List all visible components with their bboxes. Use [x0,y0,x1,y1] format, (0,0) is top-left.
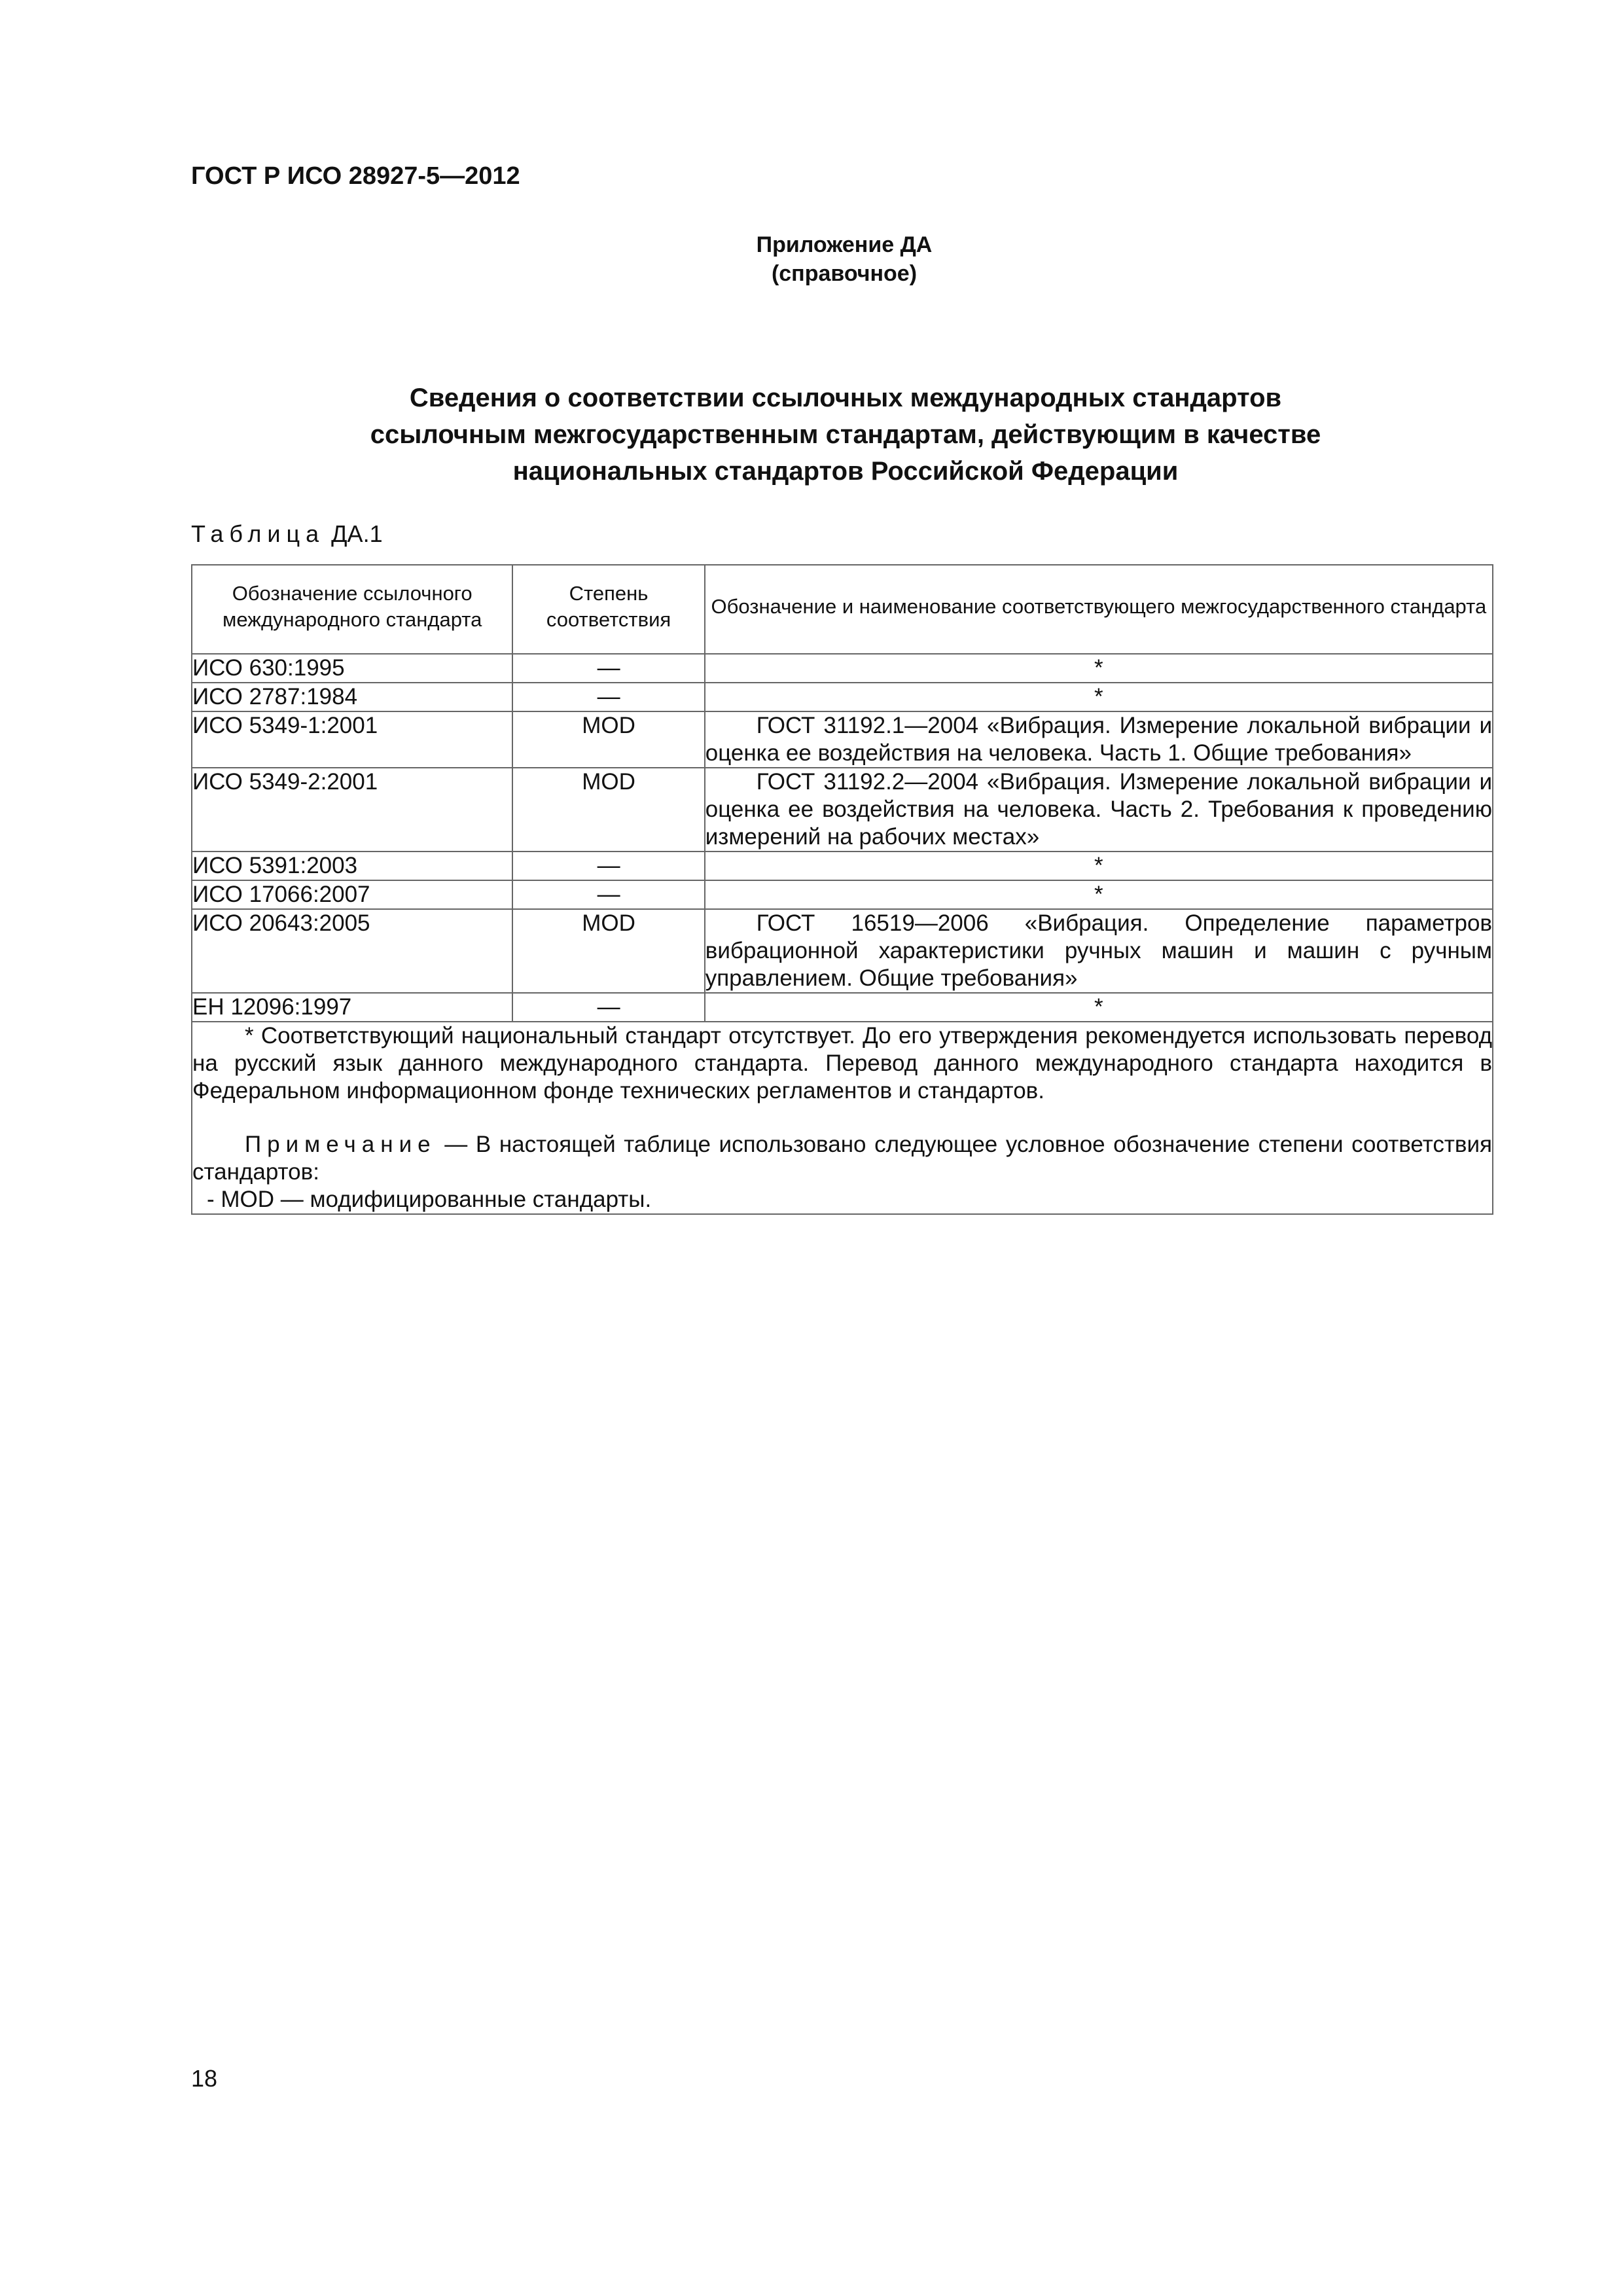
footnote-text: * Соответствующий национальный стандарт отсутствует. До его утверждения рекомендуется использовать перевод на русский язык данного международного стандарта. Перевод данного международного стандарта находится в Федеральном информационном фонде технических регламентов и стандартов. [192,1023,1492,1103]
note-list-item: - MOD — модифицированные стандарты. [207,1187,652,1212]
table-label [191,520,383,548]
table-row [192,880,1493,909]
national-standard: * [705,880,1493,909]
degree: MOD [512,909,704,993]
degree: MOD [512,711,704,768]
degree: — [512,993,704,1022]
national-standard [705,711,1493,768]
title-line: Сведения о соответствии ссылочных международных стандартов [409,384,1282,412]
national-standard: * [705,683,1493,711]
note-label: Примечание [245,1132,437,1157]
ref-standard: ИСО 630:1995 [192,654,512,683]
table-label-id: ДА.1 [331,520,383,547]
ref-standard: ИСО 5349-1:2001 [192,711,512,768]
header-separator [192,648,1493,654]
degree: — [512,654,704,683]
table-row [192,711,1493,768]
national-standard-text: ГОСТ 31192.2—2004 «Вибрация. Измерение локальной вибрации и оценка ее воздействия на человека. Часть 2. Требования к проведению измерений на рабочих местах» [705,769,1492,850]
national-standard-text: ГОСТ 16519—2006 «Вибрация. Определение параметров вибрационной характеристики ручных машин и машин с ручным управлением. Общие требования» [705,910,1492,991]
national-standard [705,768,1493,852]
appendix-heading [0,230,1623,288]
national-standard: * [705,993,1493,1022]
document-code: ГОСТ Р ИСО 28927-5—2012 [191,162,520,190]
footnote [192,1022,1492,1105]
ref-standard: ЕН 12096:1997 [192,993,512,1022]
table-row [192,993,1493,1022]
table-footnotes [192,1022,1493,1214]
national-standard [705,909,1493,993]
degree: — [512,852,704,880]
table-row [192,654,1493,683]
section-title [191,380,1500,490]
table-label-word: Таблица [191,520,325,547]
table-row [192,909,1493,993]
ref-standard: ИСО 5349-2:2001 [192,768,512,852]
ref-standard: ИСО 2787:1984 [192,683,512,711]
ref-standard: ИСО 5391:2003 [192,852,512,880]
title-line: ссылочным межгосударственным стандартам, действующим в качестве [370,420,1321,449]
national-standard: * [705,654,1493,683]
ref-standard: ИСО 20643:2005 [192,909,512,993]
degree: — [512,880,704,909]
degree: — [512,683,704,711]
national-standard-text: ГОСТ 31192.1—2004 «Вибрация. Измерение локальной вибрации и оценка ее воздействия на человека. Часть 1. Общие требования» [705,713,1492,766]
table-row [192,683,1493,711]
table-header-row [192,565,1493,648]
correspondence-table [191,564,1493,1215]
degree: MOD [512,768,704,852]
header-degree: Степень соответствия [512,565,704,648]
note-text: — В настоящей таблице использовано следующее условное обозначение степени соответствия стандартов: [192,1132,1492,1185]
table-row [192,768,1493,852]
appendix-subtitle: (справочное) [771,261,918,286]
table-footer-row [192,1022,1493,1214]
page-number: 18 [191,2065,218,2092]
appendix-title: Приложение ДА [756,232,933,257]
ref-standard: ИСО 17066:2007 [192,880,512,909]
header-national-standard: Обозначение и наименование соответствующего межгосударственного стандарта [705,565,1493,648]
national-standard: * [705,852,1493,880]
table-row [192,852,1493,880]
header-international-standard: Обозначение ссылочного международного стандарта [192,565,512,648]
title-line: национальных стандартов Российской Федерации [512,457,1179,486]
note [192,1131,1492,1186]
